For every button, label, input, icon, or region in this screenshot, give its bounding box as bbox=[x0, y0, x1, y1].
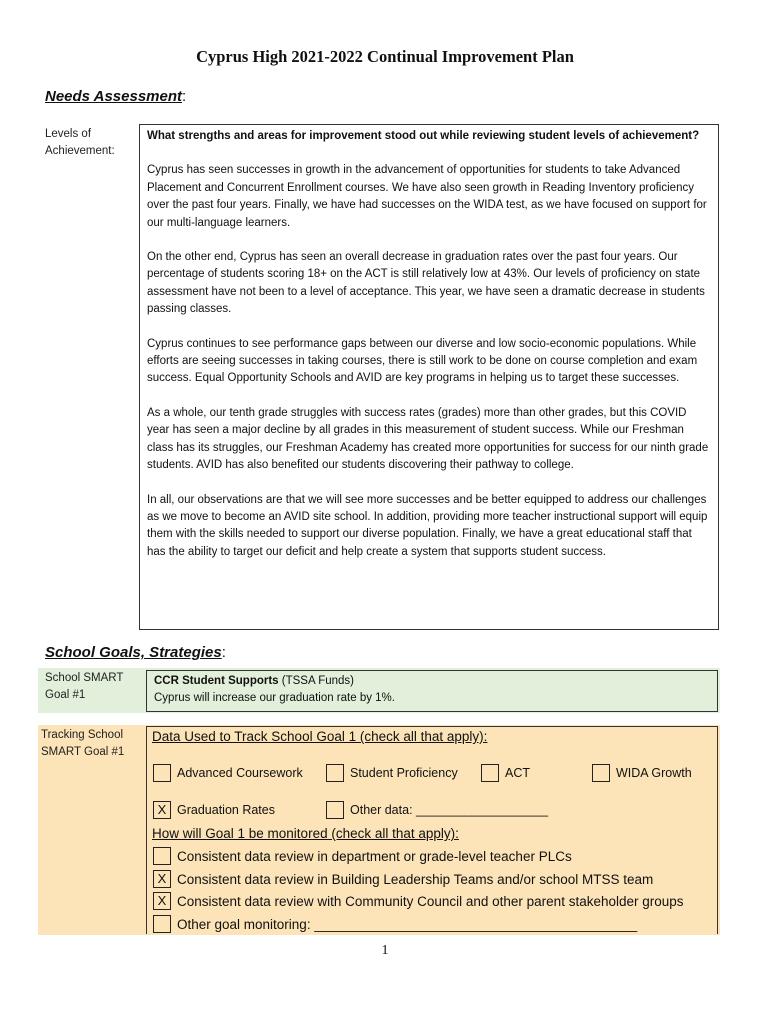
teacher-plc-checkbox[interactable] bbox=[153, 847, 171, 865]
monitoring-heading: How will Goal 1 be monitored (check all that apply): bbox=[152, 826, 459, 841]
advanced-coursework-label: Advanced Coursework bbox=[177, 766, 303, 780]
community-council-checkbox[interactable]: X bbox=[153, 892, 171, 910]
needs-assessment-box bbox=[139, 124, 719, 630]
student-proficiency-label: Student Proficiency bbox=[350, 766, 458, 780]
teacher-plc-label: Consistent data review in department or grade-level teacher PLCs bbox=[177, 849, 572, 864]
graduation-rates-checkbox[interactable]: X bbox=[153, 801, 171, 819]
graduation-rates-label: Graduation Rates bbox=[177, 803, 275, 817]
needs-question: What strengths and areas for improvement stood out while reviewing student levels of achievement? bbox=[147, 130, 700, 142]
needs-paragraph: On the other end, Cyprus has seen an overall decrease in graduation rates over the past four years. Our percentage of students scoring 18+ on the ACT is still relatively low at 43%. Our levels of proficiency on state assessment have not been to a level of acceptance. This year, we have seen a dramatic decrease in students passing classes. bbox=[147, 251, 705, 316]
goal-1-funds: (TSSA Funds) bbox=[278, 675, 354, 687]
act-checkbox[interactable] bbox=[481, 764, 499, 782]
school-goals-heading-text: School Goals, Strategies bbox=[45, 644, 222, 661]
goal-label-line: Goal #1 bbox=[45, 689, 86, 701]
tracking-label-line: Tracking School bbox=[41, 729, 124, 741]
needs-assessment-heading: Needs Assessment: bbox=[45, 88, 187, 105]
needs-paragraph: In all, our observations are that we will see more successes and be better equipped to address our challenges as we move to become an AVID site school. In addition, providing more teacher instructional support will equip them with the skills needed to support our diverse population. Finally, we have a great educational staff that has the ability to target our deficit and help create a system that supports student success. bbox=[147, 493, 708, 558]
leadership-mtss-label: Consistent data review in Building Leadership Teams and/or school MTSS team bbox=[177, 872, 654, 887]
school-goals-heading: School Goals, Strategies: bbox=[45, 644, 226, 661]
needs-paragraph: Cyprus has seen successes in growth in the advancement of opportunities for students to take Advanced Placement and Concurrent Enrollment courses. We have also seen growth in Reading Inventory proficiency over the past four years. Finally, we have had successes on the WIDA test, as we have focused on support for our multi-language learners. bbox=[147, 164, 707, 229]
wida-growth-label: WIDA Growth bbox=[616, 766, 692, 780]
other-data-checkbox[interactable] bbox=[326, 801, 344, 819]
other-monitoring-label: Other goal monitoring: ___________________________________________ bbox=[177, 917, 638, 932]
page-title: Cyprus High 2021-2022 Continual Improvement Plan bbox=[196, 47, 574, 66]
data-used-heading: Data Used to Track School Goal 1 (check all that apply): bbox=[152, 729, 488, 744]
levels-of-achievement-label bbox=[45, 126, 115, 160]
leadership-mtss-checkbox[interactable]: X bbox=[153, 870, 171, 888]
page-number: 1 bbox=[381, 943, 389, 958]
tracking-label-line: SMART Goal #1 bbox=[41, 746, 125, 758]
goal-label-line: School SMART bbox=[45, 672, 124, 684]
advanced-coursework-checkbox[interactable] bbox=[153, 764, 171, 782]
side-label-line: Levels of bbox=[45, 128, 92, 140]
goal-1-box bbox=[146, 670, 718, 712]
needs-paragraph: Cyprus continues to see performance gaps between our diverse and low socio-economic populations. While efforts are seeing successes in taking courses, there is still work to be done on course completion and exam success. Equal Opportunity Schools and AVID are key programs in helping us to target these successes. bbox=[147, 337, 698, 385]
needs-paragraph: As a whole, our tenth grade struggles with success rates (grades) more than other grades, but this COVID year has seen a major decline by all grades in this measurement of student success. While our Freshman class has its struggles, our Freshman Academy has created more opportunities for success for our ninth grade students. AVID has also benefited our students discovering their pathway to college. bbox=[147, 406, 709, 472]
wida-growth-checkbox[interactable] bbox=[592, 764, 610, 782]
tracking-goal-label bbox=[41, 727, 124, 761]
act-label: ACT bbox=[505, 766, 530, 780]
side-label-line: Achievement: bbox=[45, 145, 115, 157]
goal-1-title: CCR Student Supports bbox=[154, 675, 279, 687]
other-monitoring-checkbox[interactable] bbox=[153, 915, 171, 933]
school-smart-goal-label bbox=[45, 670, 123, 704]
needs-assessment-heading-text: Needs Assessment bbox=[45, 88, 183, 105]
other-data-label: Other data: ___________________ bbox=[350, 803, 549, 817]
student-proficiency-checkbox[interactable] bbox=[326, 764, 344, 782]
community-council-label: Consistent data review with Community Council and other parent stakeholder groups bbox=[177, 894, 684, 909]
goal-1-text: Cyprus will increase our graduation rate by 1%. bbox=[154, 692, 395, 704]
